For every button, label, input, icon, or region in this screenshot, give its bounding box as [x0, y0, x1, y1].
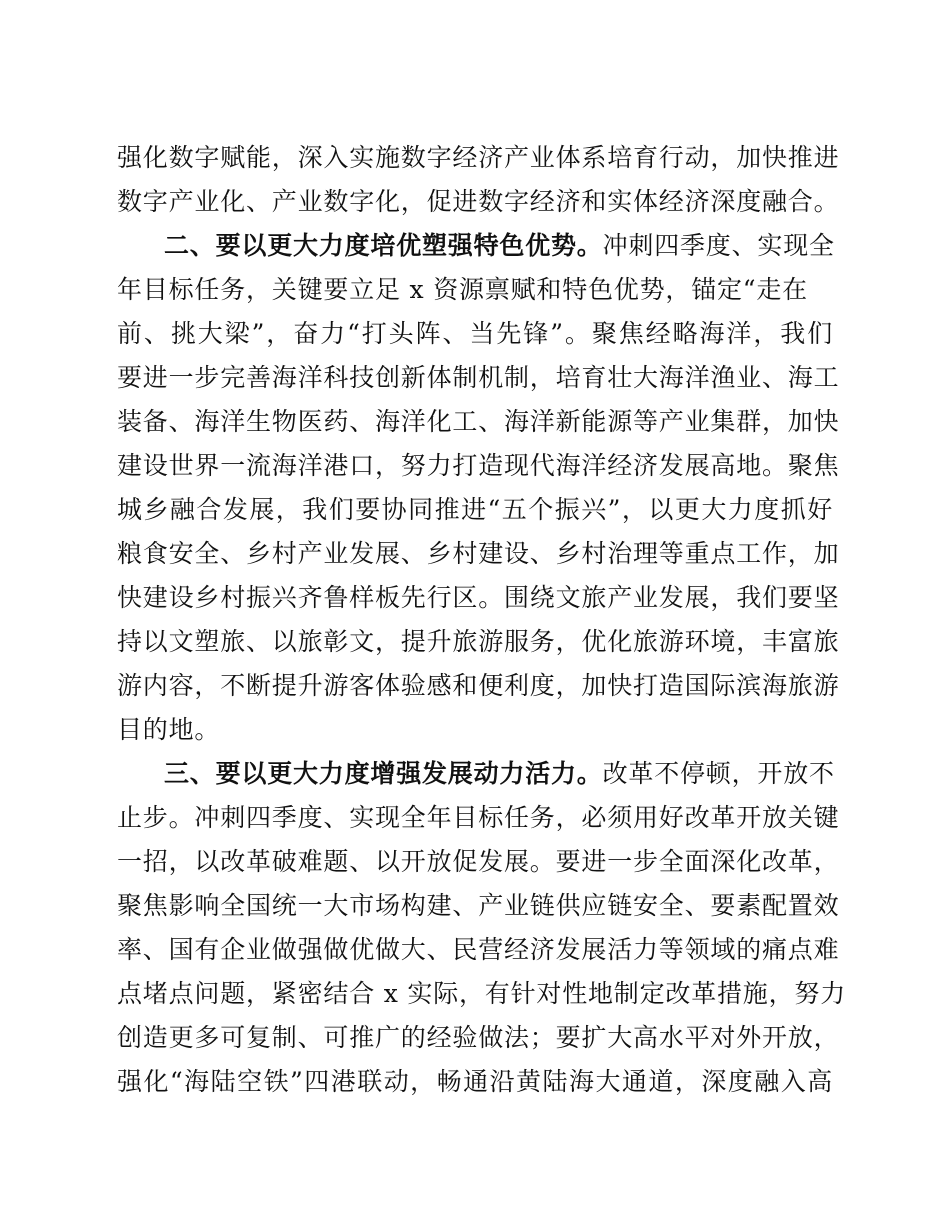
paragraph-line: 创造更多可复制、可推广的经验做法；要扩大高水平对外开放，	[117, 1023, 840, 1052]
paragraph-line: 止步。冲刺四季度、实现全年目标任务，必须用好改革开放关键	[117, 803, 840, 832]
paragraph-line: 年目标任务，关键要立足 x 资源禀赋和特色优势，锚定“走在	[117, 275, 808, 304]
paragraph-line: 城乡融合发展，我们要协同推进“五个振兴”，以更大力度抓好	[117, 495, 833, 524]
paragraph-line: 持以文塑旅、以旅彰文，提升旅游服务，优化旅游环境，丰富旅	[117, 627, 840, 656]
paragraph-line: 率、国有企业做强做优做大、民营经济发展活力等领域的痛点难	[117, 935, 840, 964]
paragraph-line: 装备、海洋生物医药、海洋化工、海洋新能源等产业集群，加快	[117, 407, 840, 436]
section-two-first-line	[164, 224, 833, 268]
paragraph-line: 快建设乡村振兴齐鲁样板先行区。围绕文旅产业发展，我们要坚	[117, 583, 840, 612]
paragraph-line: 要进一步完善海洋科技创新体制机制，培育壮大海洋渔业、海工	[117, 363, 840, 392]
paragraph-line: 一招，以改革破难题、以开放促发展。要进一步全面深化改革，	[117, 847, 840, 876]
paragraph-line: 点堵点问题，紧密结合 x 实际，有针对性地制定改革措施，努力	[117, 979, 846, 1008]
paragraph-text: 冲刺四季度、实现全	[602, 231, 835, 260]
paragraph-line: 前、挑大梁”，奋力“打头阵、当先锋”。聚焦经略海洋，我们	[117, 319, 833, 348]
paragraph-line: 目的地。	[117, 715, 221, 744]
paragraph-line: 游内容，不断提升游客体验感和便利度，加快打造国际滨海旅游	[117, 671, 840, 700]
paragraph-line: 建设世界一流海洋港口，努力打造现代海洋经济发展高地。聚焦	[117, 451, 840, 480]
paragraph-line: 强化“海陆空铁”四港联动，畅通沿黄陆海大通道，深度融入高	[117, 1067, 833, 1096]
paragraph-line: 聚焦影响全国统一大市场构建、产业链供应链安全、要素配置效	[117, 891, 840, 920]
paragraph-line: 粮食安全、乡村产业发展、乡村建设、乡村治理等重点工作，加	[117, 539, 840, 568]
paragraph-line: 强化数字赋能，深入实施数字经济产业体系培育行动，加快推进	[117, 143, 840, 172]
paragraph-text: 改革不停顿，开放不	[602, 759, 835, 788]
section-three-heading: 三、要以更大力度增强发展动力活力。	[164, 759, 603, 788]
section-two-heading: 二、要以更大力度培优塑强特色优势。	[164, 231, 603, 260]
paragraph-line: 数字产业化、产业数字化，促进数字经济和实体经济深度融合。	[117, 187, 840, 216]
section-three-first-line	[164, 752, 833, 796]
